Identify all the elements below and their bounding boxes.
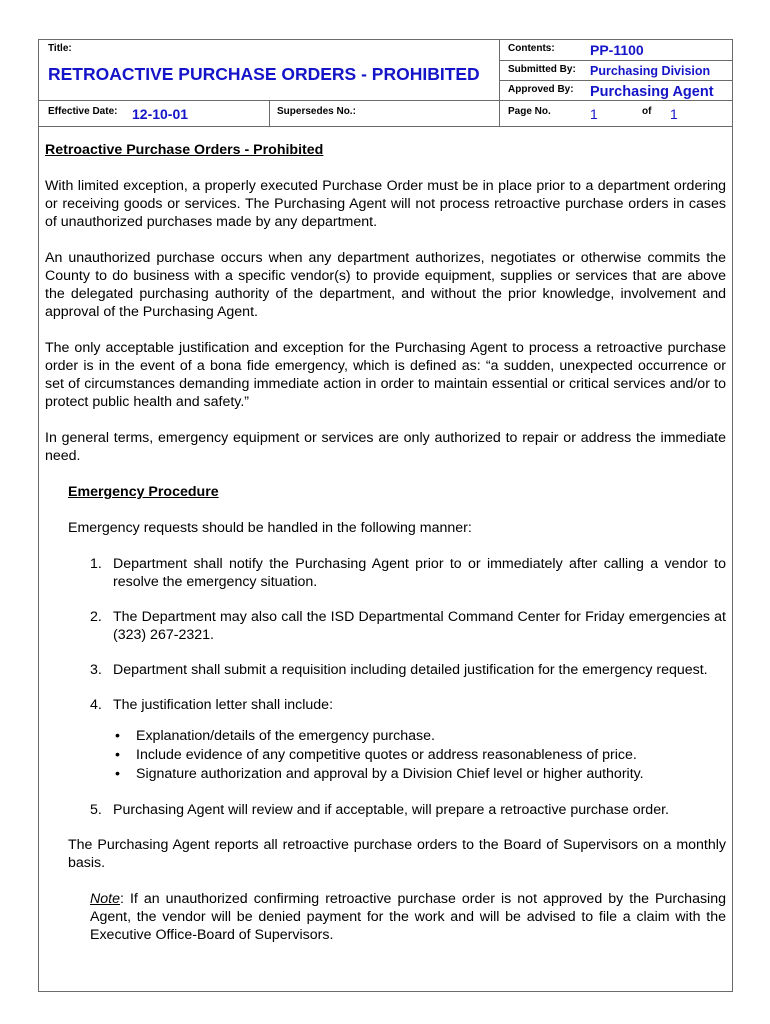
note-label: Note: [90, 891, 120, 907]
step-number: 3.: [90, 662, 102, 678]
step-number: 2.: [90, 609, 102, 625]
page-of-label: of: [642, 106, 652, 117]
header-divider: [499, 100, 732, 101]
step-text: The justification letter shall include:: [113, 697, 334, 713]
approved-by-label: Approved By:: [508, 84, 574, 95]
policy-heading: Retroactive Purchase Orders - Prohibited: [45, 142, 324, 158]
contents-value: PP-1100: [590, 42, 644, 58]
approved-by-value: Purchasing Agent: [590, 84, 714, 100]
header-divider: [499, 60, 732, 61]
step-text: Department shall submit a requisition including detailed justification for the emergency request.: [113, 662, 708, 678]
document-title: RETROACTIVE PURCHASE ORDERS - PROHIBITED: [48, 64, 480, 84]
list-item: [68, 608, 726, 644]
paragraph-4: In general terms, emergency equipment or services are only authorized to repair or address the immediate need.: [45, 430, 726, 464]
header-divider: [269, 100, 270, 126]
step-number: 4.: [90, 697, 102, 713]
bullet-icon: •: [115, 728, 120, 744]
step-text: Department shall notify the Purchasing Agent prior to or immediately after calling a vendor to resolve the emergency situation.: [113, 556, 726, 590]
page-total-value: 1: [670, 106, 678, 122]
justification-bullets: [113, 727, 726, 784]
header-table: [39, 40, 732, 126]
procedure-list-continued: [68, 801, 726, 819]
submitted-by-label: Submitted By:: [508, 64, 576, 75]
bullet-icon: •: [115, 766, 120, 782]
list-item: [113, 765, 726, 784]
paragraph-3: The only acceptable justification and exception for the Purchasing Agent to process a retroactive purchase order is in the event of a bona fide emergency, which is defined as: “a sudden, unexpected occurrence or set of circumstances demanding immediate action in order to maintain essential or critical services and/or to protect public health and safety.”: [45, 340, 726, 410]
supersedes-label: Supersedes No.:: [277, 106, 356, 117]
list-item: [113, 746, 726, 765]
header-divider: [499, 40, 500, 126]
list-item: [68, 661, 726, 679]
bullet-text: Explanation/details of the emergency purchase.: [136, 728, 435, 744]
paragraph-1: With limited exception, a properly executed Purchase Order must be in place prior to a department ordering or receiving goods or services. The Purchasing Agent will not process retroactive purchase orders in cases of unauthorized purchases made by any department.: [45, 178, 726, 230]
list-item: [68, 555, 726, 591]
submitted-by-value: Purchasing Division: [590, 64, 711, 78]
page-no-value: 1: [590, 106, 598, 122]
bullet-text: Include evidence of any competitive quotes or address reasonableness of price.: [136, 747, 637, 763]
contents-label: Contents:: [508, 43, 555, 54]
header-divider: [39, 100, 499, 101]
step-text: Purchasing Agent will review and if acceptable, will prepare a retroactive purchase order.: [113, 802, 669, 818]
note-paragraph: [90, 890, 726, 944]
step-number: 1.: [90, 556, 102, 572]
header-divider: [499, 80, 732, 81]
page-no-label: Page No.: [508, 106, 551, 117]
procedure-intro: Emergency requests should be handled in the following manner:: [68, 520, 472, 536]
procedure-list: [68, 555, 726, 714]
step-number: 5.: [90, 802, 102, 818]
emergency-procedure-heading: Emergency Procedure: [68, 484, 219, 500]
policy-body: [45, 141, 726, 962]
bullet-icon: •: [115, 747, 120, 763]
paragraph-2: An unauthorized purchase occurs when any department authorizes, negotiates or otherwise commits the County to do business with a specific vendor(s) to provide equipment, supplies or services that are above the delegated purchasing authority of the department, and without the prior knowledge, involvement and approval of the Purchasing Agent.: [45, 250, 726, 320]
effective-date-label: Effective Date:: [48, 106, 118, 117]
step-text: The Department may also call the ISD Departmental Command Center for Friday emergencies at (323) 267-2321.: [113, 609, 726, 643]
header-divider: [39, 126, 732, 127]
list-item: [68, 696, 726, 714]
effective-date-value: 12-10-01: [132, 106, 189, 122]
title-label: Title:: [48, 43, 72, 54]
list-item: [113, 727, 726, 746]
board-report-paragraph: The Purchasing Agent reports all retroactive purchase orders to the Board of Supervisors on a monthly basis.: [68, 837, 726, 871]
bullet-text: Signature authorization and approval by a Division Chief level or higher authority.: [136, 766, 644, 782]
list-item: [68, 801, 726, 819]
note-text: : If an unauthorized confirming retroactive purchase order is not approved by the Purchasing Agent, the vendor will be denied payment for the work and will be advised to file a claim with the Executive Office-Board of Supervisors.: [90, 891, 726, 943]
